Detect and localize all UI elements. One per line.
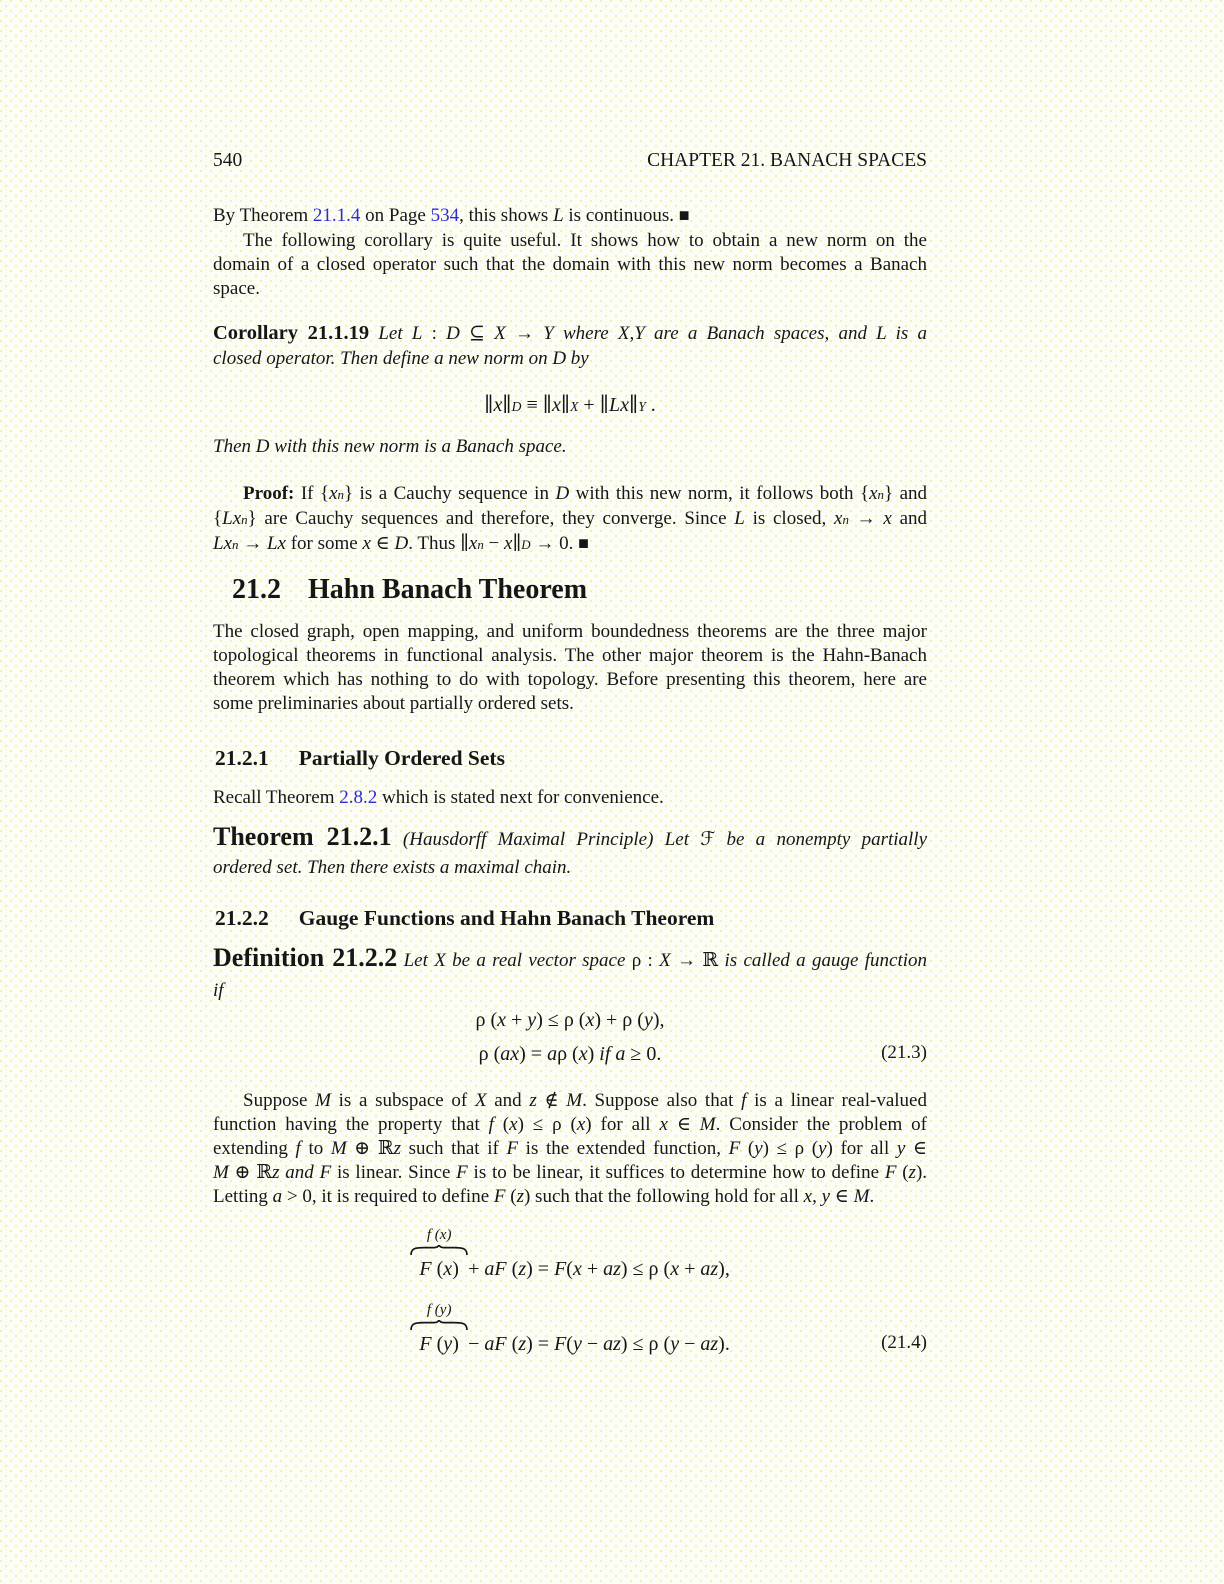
equation-gauge-subadditive: ρ (x + y) ≤ ρ (x) + ρ (y),: [475, 1009, 665, 1031]
ref-link-2-8-2[interactable]: 2.8.2: [339, 787, 378, 808]
corollary-label: Corollary 21.1.19: [213, 322, 370, 344]
equation-number-21-3: (21.3): [881, 1042, 927, 1063]
page-number: 540: [213, 150, 243, 171]
text-line: Then D with this new norm is a Banach space.: [213, 436, 567, 457]
text-line: M ⊕ ℝz and F is linear. Since F is to be linear, it suffices to determine how to define F (z).: [213, 1162, 928, 1183]
intro-text-pre: By Theorem: [213, 205, 313, 226]
equation-gauge-homogeneous: [213, 1041, 927, 1067]
ref-link-534[interactable]: 534: [430, 205, 460, 226]
definition-label: Definition 21.2.2: [213, 943, 398, 972]
subsection-number: 21.2.2: [215, 906, 269, 930]
ref-link-21-1-4[interactable]: 21.1.4: [312, 205, 361, 226]
text-line: some preliminaries about partially ordered sets.: [213, 693, 574, 714]
recall-text-post: which is stated next for convenience.: [377, 787, 664, 808]
recall-line: [213, 785, 927, 810]
subsection-title: Gauge Functions and Hahn Banach Theorem: [298, 906, 715, 930]
proof-text-end: $Lx_n \to Lx$ for some x ∈ D. Thus $\parallel x_n$ − $x\parallel_D \to 0$.: [213, 533, 579, 554]
text-line: space.: [213, 278, 260, 299]
overbrace-base-Fx: F (x): [419, 1258, 459, 1280]
equation-rest: − aF (z) = F(y − az) ≤ ρ (y − az).: [468, 1333, 730, 1355]
subsection-number: 21.2.1: [215, 746, 269, 770]
proof-line: [213, 481, 927, 506]
theorem-label: Theorem 21.2.1: [213, 822, 392, 851]
section-number: 21.2: [232, 574, 281, 605]
overbrace-group-fx: [410, 1227, 468, 1282]
text-line: if: [213, 980, 224, 1001]
text-line: Suppose M is a subspace of X and z ∉ M. Suppose also that f is a linear real-valued: [243, 1090, 927, 1111]
overbrace-icon: [410, 1245, 468, 1255]
overbrace-base-Fy: F (y): [419, 1333, 459, 1355]
qed-square: ■: [678, 205, 690, 225]
text-line: topological theorems in functional analysis. The other major theorem is the Hahn-Banach: [213, 645, 927, 666]
text-line: theorem which has nothing to do with topology. Before presenting this theorem, here are: [213, 669, 927, 690]
equation-rest: + aF (z) = F(x + az) ≤ ρ (x + az),: [468, 1258, 730, 1280]
definition-heading-line: [213, 941, 927, 978]
text-line: function having the property that f (x) ≤ ρ (x) for all x ∈ M. Consider the problem of: [213, 1114, 927, 1135]
text-line: extending f to M ⊕ ℝz such that if F is the extended function, F (y) ≤ ρ (y) for all y ∈: [213, 1138, 927, 1159]
proof-text: If $\{x_n\}$ is a Cauchy sequence in D with this new norm, it follows both $\{x_n\}$ and: [294, 483, 928, 504]
recall-text-pre: Recall Theorem: [213, 787, 340, 808]
equation-extension-x: [213, 1227, 927, 1282]
section-title: Hahn Banach Theorem: [308, 574, 588, 605]
overbrace-group-fy: [410, 1302, 468, 1357]
text-line: closed operator. Then define a new norm on D by: [213, 348, 589, 369]
chapter-header: CHAPTER 21. BANACH SPACES: [647, 150, 927, 171]
text-line: [213, 531, 927, 556]
text-line: Letting a > 0, it is required to define F (z) such that the following hold for all x, y ∈ M.: [213, 1186, 875, 1207]
equation-extension-y: [213, 1302, 927, 1357]
corollary-text: Let L : D ⊆ X → Y where X,Y are a Banach spaces, and L is a: [378, 323, 927, 344]
qed-square: ■: [578, 533, 589, 553]
text-line: ordered set. Then there exists a maximal chain.: [213, 857, 572, 878]
corollary-heading-line: [213, 321, 927, 346]
overbrace-label-fy: f (y): [426, 1302, 452, 1318]
section-heading-21-2: [232, 574, 587, 606]
equation-213-body: ρ (ax) = aρ (x) if a ≥ 0.: [478, 1043, 662, 1065]
text-line: The following corollary is quite useful. It shows how to obtain a new norm on the: [243, 230, 927, 251]
intro-text-mid: on Page: [360, 205, 431, 226]
subsection-title: Partially Ordered Sets: [298, 746, 505, 770]
overbrace-icon: [410, 1320, 468, 1330]
overbrace-label-fx: f (x): [426, 1227, 452, 1243]
text-line: domain of a closed operator such that the domain with this new norm becomes a Banach: [213, 254, 927, 275]
equation-new-norm: $\parallel x\parallel_D$ ≡ $\parallel x\parallel_X$ + $\parallel Lx\parallel_Y$ .: [484, 394, 656, 416]
text-column: [213, 0, 927, 1584]
running-header: [213, 149, 927, 173]
intro-text-post: , this shows L is continuous.: [459, 205, 679, 226]
definition-text: Let X be a real vector space ρ : X → ℝ is called a gauge function: [403, 950, 928, 971]
theorem-text: (Hausdorff Maximal Principle) Let ℱ be a nonempty partially: [402, 829, 928, 850]
theorem-heading-line: [213, 820, 927, 857]
subsection-heading-21-2-1: [215, 745, 505, 771]
paragraph-intro: [213, 203, 927, 228]
text-line: $\{Lx_n\}$ are Cauchy sequences and therefore, they converge. Since L is closed, $x_n \to x$ and: [213, 508, 928, 529]
proof-label: Proof:: [243, 483, 295, 504]
text-line: The closed graph, open mapping, and uniform boundedness theorems are the three major: [213, 621, 927, 642]
subsection-heading-21-2-2: [215, 905, 714, 931]
equation-number-21-4: (21.4): [881, 1332, 927, 1353]
